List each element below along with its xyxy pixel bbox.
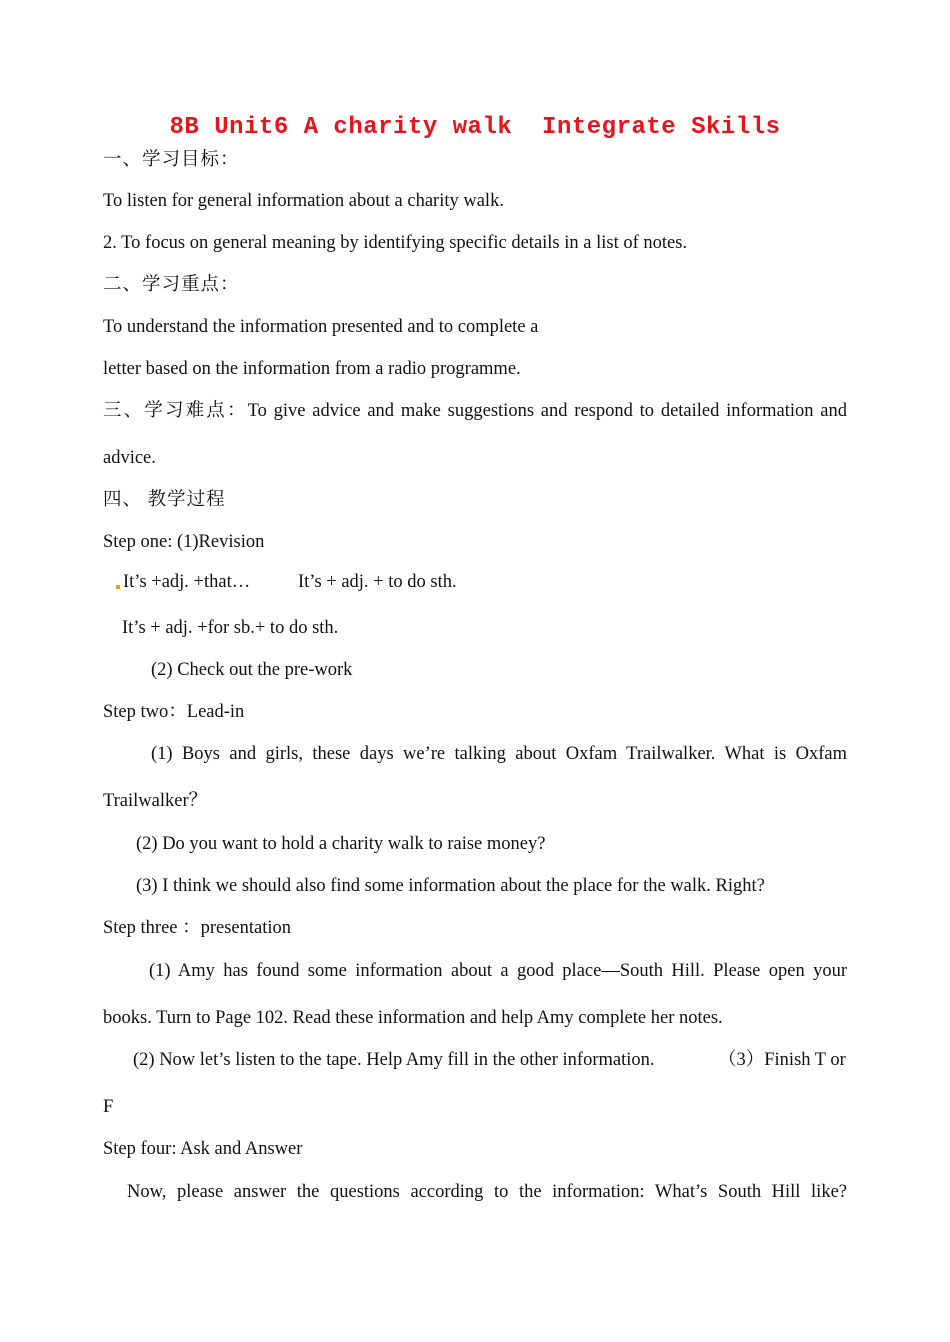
difficult-points-line: 三、学习难点：To give advice and make suggestions and respond to detailed information and xyxy=(103,401,847,421)
pattern-1: It’s +adj. +that… xyxy=(123,572,251,592)
section-heading-process: 四、 教学过程 xyxy=(103,490,226,510)
objective-line-1: To listen for general information about a charity walk. xyxy=(103,191,504,211)
objective-line-2: 2. To focus on general meaning by identifying specific details in a list of notes. xyxy=(103,233,688,253)
section-heading-key-points: 二、学习重点： xyxy=(103,275,240,295)
key-point-line-1: To understand the information presented and to complete a xyxy=(103,317,539,337)
step-one-sub-2: (2) Check out the pre-work xyxy=(151,660,353,680)
presentation-item-1: (1) Amy has found some information about a good place—South Hill. Please open your xyxy=(149,961,847,981)
key-point-line-2: letter based on the information from a radio programme. xyxy=(103,359,521,379)
lead-in-question-1-cont: Trailwalker？ xyxy=(103,791,208,811)
ask-answer-instruction: Now, please answer the questions according to the information: What’s South Hill like? xyxy=(127,1182,847,1202)
pattern-3: It’s + adj. +for sb.+ to do sth. xyxy=(122,618,339,638)
presentation-item-1-cont: books. Turn to Page 102. Read these information and help Amy complete her notes. xyxy=(103,1008,723,1028)
revision-pattern-row xyxy=(116,570,250,594)
lead-in-question-2: (2) Do you want to hold a charity walk to raise money? xyxy=(136,834,546,854)
step-two-heading: Step two：Lead-in xyxy=(103,702,245,722)
section-heading-objectives: 一、学习目标： xyxy=(103,150,240,170)
step-one-heading: Step one: (1)Revision xyxy=(103,532,265,552)
document-title: 8B Unit6 A charity walk Integrate Skills xyxy=(169,114,781,141)
step-three-heading: Step three ：presentation xyxy=(103,918,292,938)
step-four-heading: Step four: Ask and Answer xyxy=(103,1139,303,1159)
pattern-2: It’s + adj. + to do sth. xyxy=(298,572,457,592)
presentation-item-3: （3）Finish T or xyxy=(718,1050,846,1070)
lead-in-question-1: (1) Boys and girls, these days we’re talking about Oxfam Trailwalker. What is Oxfam xyxy=(151,744,847,764)
presentation-item-2: (2) Now let’s listen to the tape. Help Amy fill in the other information. xyxy=(133,1050,655,1070)
bullet-mark-icon xyxy=(116,585,120,589)
difficult-points-continuation: advice. xyxy=(103,448,156,468)
presentation-item-3-cont: F xyxy=(103,1097,114,1117)
lead-in-question-3: (3) I think we should also find some information about the place for the walk. Right? xyxy=(136,876,765,896)
